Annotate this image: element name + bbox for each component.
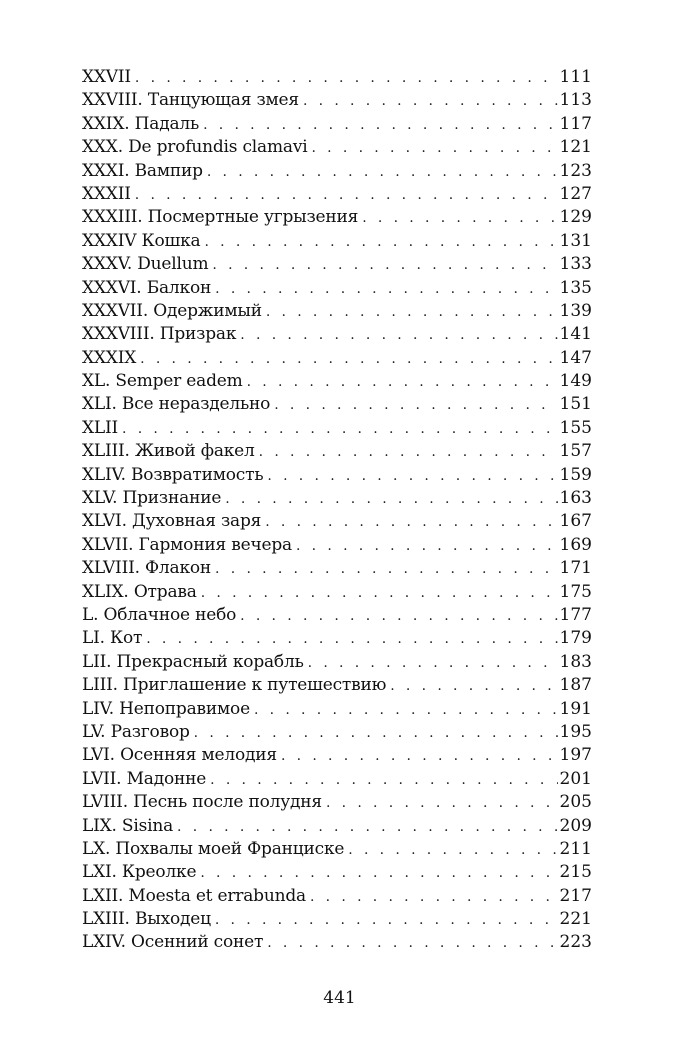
toc-dot-leader [308,652,558,675]
toc-dot-leader [215,909,558,932]
toc-entry-title: LII. Прекрасный корабль [82,651,304,672]
toc-entry [82,160,592,183]
toc-entry [82,487,592,510]
toc-entry [82,510,592,533]
toc-entry-page: 177 [559,604,592,625]
toc-entry-page: 111 [559,67,592,87]
toc-entry-page: 123 [559,160,592,181]
toc-entry [82,300,592,323]
toc-dot-leader [215,278,557,301]
toc-entry-title: LVII. Мадонне [82,768,207,789]
toc-dot-leader [203,114,557,137]
toc-entry [82,815,592,838]
toc-entry [82,885,592,908]
toc-entry-page: 147 [559,347,592,368]
toc-entry-title: XLII [82,417,119,438]
toc-entry-title: XL. Semper eadem [82,371,243,392]
toc-dot-leader [135,184,558,207]
toc-entry [82,604,592,627]
toc-entry-title: XXXVIII. Призрак [82,324,237,345]
toc-entry-page: 175 [559,581,592,602]
toc-dot-leader [200,862,557,885]
toc-dot-leader [140,348,557,371]
toc-entry-title: LVI. Осенняя мелодия [82,745,277,766]
toc-dot-leader [267,932,557,955]
toc-entry-page: 151 [559,394,592,415]
toc-entry [82,253,592,276]
toc-entry-title: XLIII. Живой факел [82,441,255,462]
toc-entry [82,627,592,650]
toc-entry-page: 223 [559,932,592,953]
table-of-contents [82,66,592,955]
toc-dot-leader [146,628,557,651]
toc-entry-title: XLVIII. Флакон [82,558,212,579]
toc-entry [82,230,592,253]
toc-dot-leader [210,769,557,792]
toc-entry-page: 127 [559,183,592,204]
toc-entry-title: XXXV. Duellum [82,254,209,275]
toc-entry-page: 117 [559,113,592,134]
toc-entry-page: 179 [559,628,592,649]
toc-entry-page: 113 [559,90,592,111]
toc-entry [82,557,592,580]
toc-entry-page: 211 [559,838,592,859]
toc-dot-leader [281,745,558,768]
page-number: 441 [323,988,356,1008]
toc-entry [82,744,592,767]
toc-entry-title: XLVII. Гармония вечера [82,534,292,555]
toc-entry-page: 167 [559,511,592,532]
toc-entry [82,581,592,604]
toc-dot-leader [266,301,558,324]
toc-entry [82,534,592,557]
toc-entry [82,791,592,814]
toc-dot-leader [240,605,557,628]
toc-dot-leader [362,207,557,230]
toc-dot-leader [310,886,558,909]
toc-dot-leader [326,792,558,815]
toc-entry-title: XXXI. Вампир [82,160,203,181]
toc-entry-page: 135 [559,277,592,298]
toc-entry-page: 149 [559,371,592,392]
toc-dot-leader [177,816,558,839]
toc-entry-page: 139 [559,300,592,321]
toc-entry-title: XLVI. Духовная заря [82,511,262,532]
toc-entry [82,66,592,89]
toc-entry [82,183,592,206]
toc-entry-title: XXXVI. Балкон [82,277,212,298]
toc-entry-page: 131 [559,230,592,251]
toc-entry [82,931,592,954]
toc-entry [82,277,592,300]
toc-dot-leader [311,137,557,160]
toc-entry-page: 129 [559,207,592,228]
toc-dot-leader [204,231,557,254]
toc-entry-page: 157 [559,441,592,462]
toc-entry-title: LV. Разговор [82,721,190,742]
toc-entry [82,323,592,346]
toc-entry-page: 221 [559,909,592,930]
toc-entry-title: LXI. Креолке [82,862,197,883]
toc-entry-title: XXIX. Падаль [82,113,200,134]
toc-dot-leader [122,418,558,441]
toc-dot-leader [267,465,557,488]
toc-dot-leader [207,161,558,184]
toc-entry [82,838,592,861]
toc-dot-leader [201,582,558,605]
toc-entry [82,464,592,487]
toc-entry-title: XXXVII. Одержимый [82,300,262,321]
toc-entry-title: LI. Кот [82,628,143,649]
toc-dot-leader [303,90,558,113]
toc-entry [82,89,592,112]
toc-dot-leader [212,254,557,277]
toc-entry-page: 191 [559,698,592,719]
toc-entry-page: 201 [559,768,592,789]
toc-dot-leader [247,371,558,394]
toc-entry-title: XXXIV Кошка [82,230,201,251]
toc-entry [82,861,592,884]
toc-entry [82,347,592,370]
toc-dot-leader [274,394,557,417]
toc-entry-title: XXXII [82,183,131,204]
toc-entry-title: L. Облачное небо [82,604,237,625]
toc-entry-page: 209 [559,815,592,836]
toc-entry-page: 133 [559,254,592,275]
toc-entry-title: XLIV. Возвратимость [82,464,264,485]
toc-entry [82,113,592,136]
toc-dot-leader [225,488,557,511]
toc-entry-page: 121 [559,137,592,158]
toc-entry-title: LXIII. Выходец [82,909,211,930]
toc-entry [82,370,592,393]
toc-entry-title: XXXIII. Посмертные угрызения [82,207,359,228]
toc-dot-leader [348,839,557,862]
toc-entry [82,768,592,791]
toc-entry-page: 195 [559,721,592,742]
toc-entry [82,440,592,463]
toc-entry [82,651,592,674]
toc-dot-leader [194,722,558,745]
toc-entry-title: LIX. Sisina [82,815,174,836]
toc-entry [82,698,592,721]
toc-entry [82,393,592,416]
toc-entry-title: XLIX. Отрава [82,581,197,602]
toc-entry-page: 183 [559,651,592,672]
toc-entry-title: LXIV. Осенний сонет [82,932,264,953]
toc-entry-title: XLV. Признание [82,488,222,509]
toc-entry [82,721,592,744]
toc-dot-leader [265,511,557,534]
toc-entry-page: 187 [559,675,592,696]
toc-entry-title: XXVIII. Танцующая змея [82,90,299,111]
toc-entry-page: 215 [559,862,592,883]
toc-entry [82,674,592,697]
toc-dot-leader [254,699,558,722]
toc-entry-page: 159 [559,464,592,485]
toc-entry-page: 205 [559,792,592,813]
toc-entry-title: XXX. De profundis clamavi [82,137,308,158]
toc-dot-leader [240,324,557,347]
toc-entry-page: 163 [559,488,592,509]
toc-dot-leader [390,675,557,698]
toc-entry [82,136,592,159]
toc-dot-leader [296,535,558,558]
toc-dot-leader [259,441,558,464]
toc-entry-title: XLI. Все нераздельно [82,394,271,415]
toc-dot-leader [135,67,558,90]
toc-entry-page: 155 [559,417,592,438]
toc-entry-page: 169 [559,534,592,555]
toc-entry-title: LXII. Moesta et errabunda [82,885,306,906]
toc-entry-page: 171 [559,558,592,579]
toc-entry-title: LIII. Приглашение к путешествию [82,675,387,696]
toc-entry-title: LIV. Непоправимое [82,698,250,719]
toc-entry [82,206,592,229]
toc-entry-page: 141 [559,324,592,345]
toc-entry-page: 197 [559,745,592,766]
toc-dot-leader [215,558,558,581]
toc-entry [82,908,592,931]
toc-entry-title: XXVII [82,67,131,87]
toc-entry-title: LX. Похвалы моей Франциске [82,838,345,859]
toc-entry-title: XXXIX [82,347,137,368]
toc-entry-title: LVIII. Песнь после полудня [82,792,322,813]
toc-entry-page: 217 [559,885,592,906]
toc-entry [82,417,592,440]
